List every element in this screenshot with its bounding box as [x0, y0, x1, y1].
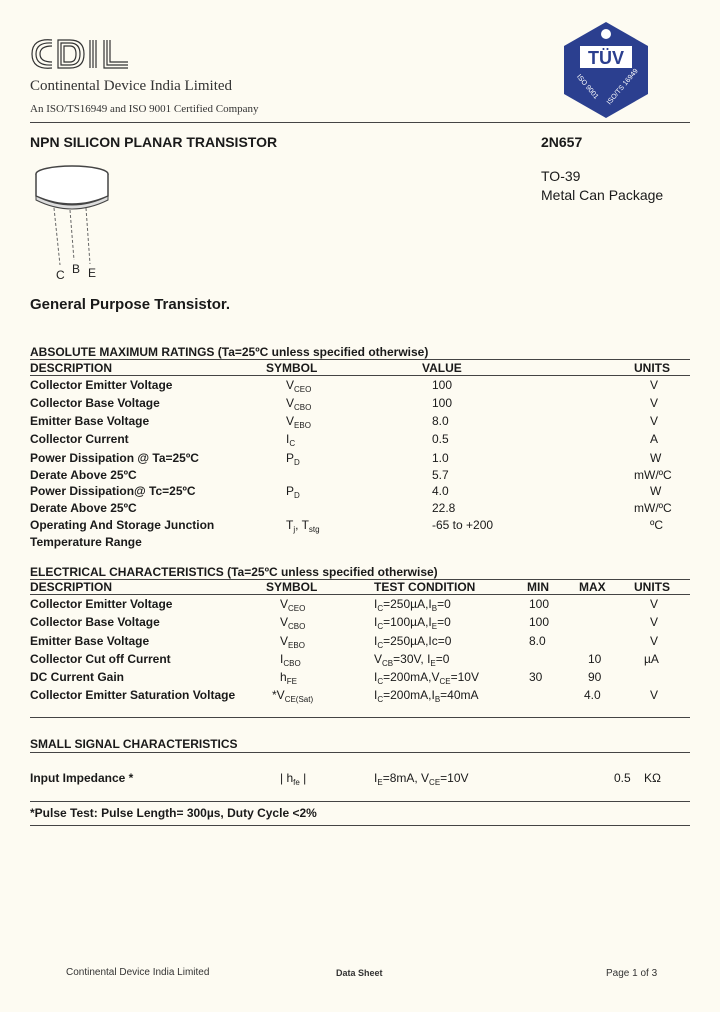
- row-value: -65 to +200: [432, 518, 494, 532]
- part-number: 2N657: [541, 134, 583, 150]
- abs-max-row: [30, 518, 690, 535]
- row-description: Collector Current: [30, 432, 129, 446]
- row-description: Collector Emitter Saturation Voltage: [30, 688, 236, 702]
- pin-label-collector: C: [56, 268, 65, 282]
- tuv-brand: TÜV: [588, 48, 624, 68]
- row-units: W: [650, 451, 662, 465]
- electrical-title: ELECTRICAL CHARACTERISTICS (Ta=25ºC unless specified otherwise): [30, 565, 438, 579]
- row-description: Emitter Base Voltage: [30, 414, 150, 428]
- row-value: 8.0: [432, 414, 449, 428]
- row-test-condition: $V_{CB}=30V$, $I_E=0$: [374, 652, 450, 668]
- row-value: 100: [432, 396, 453, 410]
- pulse-note-rule: [30, 825, 690, 826]
- row-symbol: $V_{CEO}$: [286, 378, 312, 394]
- electrical-row: [30, 634, 690, 651]
- company-name: Continental Device India Limited: [30, 78, 233, 94]
- col-symbol: SYMBOL: [266, 580, 318, 594]
- row-min: 30: [529, 670, 543, 684]
- abs-max-top-rule: [30, 359, 690, 360]
- row-symbol: | $h_{fe}$ |: [280, 771, 307, 787]
- row-symbol: $*V_{CE(Sat)}$: [272, 688, 314, 704]
- footer-doc-type: Data Sheet: [336, 968, 383, 978]
- abs-max-row: [30, 501, 690, 518]
- row-max: 4.0: [584, 688, 601, 702]
- row-symbol: $P_D$: [286, 484, 300, 500]
- small-signal-bottom-rule: [30, 801, 690, 802]
- col-description: DESCRIPTION: [30, 580, 113, 594]
- row-description: Collector Emitter Voltage: [30, 378, 173, 392]
- row-units: KΩ: [644, 771, 661, 785]
- row-units: ºC: [650, 518, 664, 532]
- row-value: 0.5: [432, 432, 449, 446]
- row-test-condition: $I_E=8mA$, $V_{CE}=10V$: [374, 771, 469, 787]
- col-units: UNITS: [634, 361, 670, 375]
- row-symbol: $V_{CBO}$: [280, 615, 306, 631]
- small-signal-row: [30, 771, 690, 788]
- row-description: Derate Above 25ºC: [30, 468, 137, 482]
- row-symbol: $I_{CBO}$: [280, 652, 301, 668]
- footer-company: Continental Device India Limited: [66, 967, 210, 978]
- row-description: Collector Base Voltage: [30, 396, 160, 410]
- electrical-row: [30, 670, 690, 687]
- col-units: UNITS: [634, 580, 670, 594]
- row-symbol: $I_C$: [286, 432, 296, 448]
- header-rule: [30, 122, 690, 123]
- abs-max-row: [30, 414, 690, 431]
- row-units: V: [650, 396, 659, 410]
- row-units: V: [650, 414, 659, 428]
- row-value: 5.7: [432, 468, 449, 482]
- tuv-certification-badge: [556, 20, 656, 120]
- electrical-row: [30, 615, 690, 632]
- row-symbol: $P_D$: [286, 451, 300, 467]
- row-max: 0.5: [614, 771, 631, 785]
- row-description: Operating And Storage Junction: [30, 518, 215, 532]
- row-test-condition: $I_C=100\mu A,I_E=0$: [374, 615, 451, 631]
- row-symbol: $V_{EBO}$: [286, 414, 311, 430]
- row-test-condition: $I_C=200mA,I_B=40mA$: [374, 688, 479, 704]
- abs-max-row: [30, 396, 690, 413]
- certification-text: An ISO/TS16949 and ISO 9001 Certified Company: [30, 103, 259, 115]
- row-test-condition: $I_C=250\mu A,I_B=0$: [374, 597, 451, 613]
- row-symbol: $V_{CBO}$: [286, 396, 312, 412]
- device-subtitle: General Purpose Transistor.: [30, 296, 231, 313]
- abs-max-row: [30, 378, 690, 395]
- row-units: V: [650, 597, 659, 611]
- pin-label-base: B: [72, 262, 81, 276]
- col-test-condition: TEST CONDITION: [374, 580, 476, 594]
- row-min: 100: [529, 597, 550, 611]
- package-type: TO-39: [541, 168, 581, 184]
- row-units: W: [650, 484, 662, 498]
- pin-label-emitter: E: [88, 266, 97, 280]
- row-units: V: [650, 688, 659, 702]
- electrical-row: [30, 597, 690, 614]
- row-value: 4.0: [432, 484, 449, 498]
- row-max: 90: [588, 670, 602, 684]
- row-description: Emitter Base Voltage: [30, 634, 150, 648]
- row-value: 100: [432, 378, 453, 392]
- col-description: DESCRIPTION: [30, 361, 113, 375]
- row-symbol: $V_{EBO}$: [280, 634, 305, 650]
- abs-max-continuation: [30, 535, 690, 552]
- abs-max-row: [30, 484, 690, 501]
- col-min: MIN: [527, 580, 549, 594]
- product-type: NPN SILICON PLANAR TRANSISTOR: [30, 134, 278, 150]
- row-units: V: [650, 378, 659, 392]
- row-value: 22.8: [432, 501, 456, 515]
- col-value: VALUE: [422, 361, 462, 375]
- abs-max-row: [30, 432, 690, 449]
- pulse-test-note: *Pulse Test: Pulse Length= 300µs, Duty Cycle <2%: [30, 806, 317, 820]
- package-description: Metal Can Package: [541, 187, 664, 203]
- footer-page: Page 1 of 3: [606, 968, 658, 979]
- row-units: V: [650, 615, 659, 629]
- row-description: Collector Cut off Current: [30, 652, 171, 666]
- tuv-iso9001: ISO 9001: [574, 73, 600, 101]
- row-description: Derate Above 25ºC: [30, 501, 137, 515]
- abs-max-row: [30, 451, 690, 468]
- row-description: DC Current Gain: [30, 670, 125, 684]
- row-description: Collector Emitter Voltage: [30, 597, 173, 611]
- row-units: A: [650, 432, 659, 446]
- abs-max-row: [30, 468, 690, 485]
- row-min: 100: [529, 615, 550, 629]
- row-description: Input Impedance *: [30, 771, 134, 785]
- row-test-condition: $I_C=250\mu A,Ic=0$: [374, 634, 452, 650]
- row-test-condition: $I_C=200mA,V_{CE}=10V$: [374, 670, 479, 686]
- col-symbol: SYMBOL: [266, 361, 318, 375]
- row-units: µA: [644, 652, 659, 666]
- small-signal-title: SMALL SIGNAL CHARACTERISTICS: [30, 737, 238, 751]
- electrical-header-rule: [30, 594, 690, 595]
- col-max: MAX: [579, 580, 606, 594]
- row-symbol: $T_j$, $T_{stg}$: [286, 518, 320, 534]
- row-symbol: $h_{FE}$: [280, 670, 297, 686]
- row-min: 8.0: [529, 634, 546, 648]
- row-max: 10: [588, 652, 602, 666]
- row-description: Power Dissipation@ Tc=25ºC: [30, 484, 196, 498]
- tuv-isots: ISO/TS 16949: [605, 67, 640, 107]
- cdil-logo: [28, 34, 138, 74]
- row-description: Collector Base Voltage: [30, 615, 160, 629]
- electrical-row: [30, 688, 690, 705]
- row-description: Power Dissipation @ Ta=25ºC: [30, 451, 199, 465]
- continuation-text: Temperature Range: [30, 535, 142, 549]
- row-units: mW/ºC: [634, 468, 672, 482]
- row-units: V: [650, 634, 659, 648]
- row-units: mW/ºC: [634, 501, 672, 515]
- abs-max-title: ABSOLUTE MAXIMUM RATINGS (Ta=25ºC unless specified otherwise): [30, 345, 429, 359]
- row-value: 1.0: [432, 451, 449, 465]
- abs-max-header-rule: [30, 375, 690, 376]
- electrical-bottom-rule: [30, 717, 690, 718]
- small-signal-top-rule: [30, 752, 690, 753]
- electrical-row: [30, 652, 690, 669]
- row-symbol: $V_{CEO}$: [280, 597, 306, 613]
